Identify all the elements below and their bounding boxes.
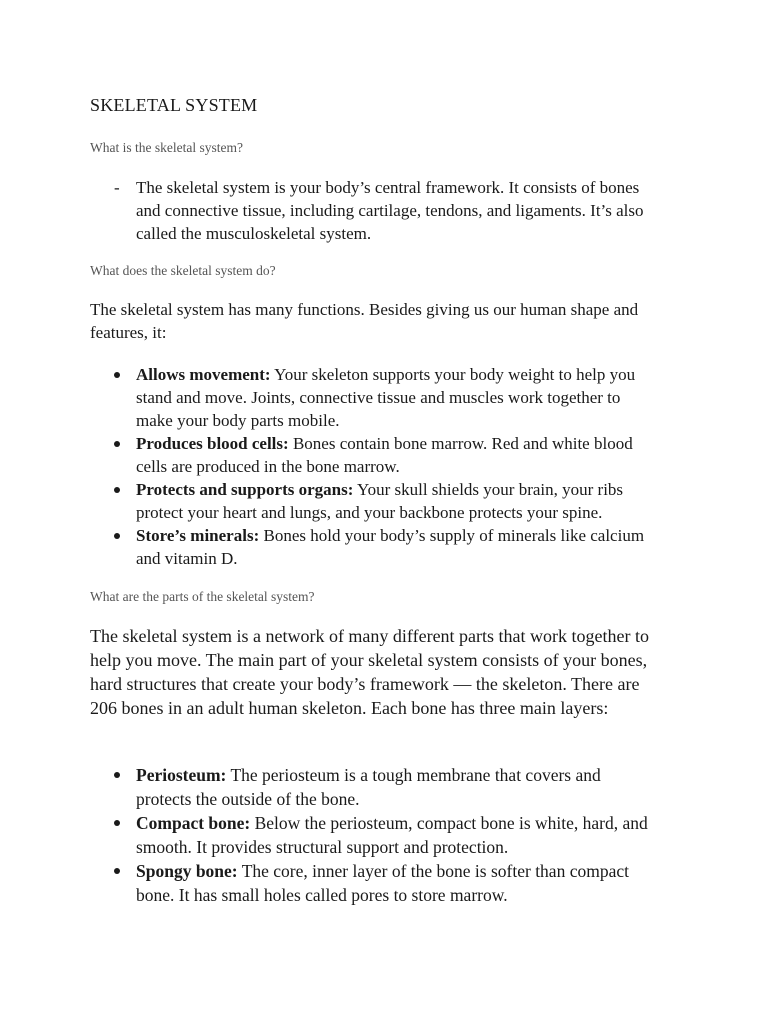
list-item — [90, 763, 680, 811]
parts-intro: The skeletal system is a network of many different parts that work together to help you move. The main part of your skeletal system consists of your bones, hard structures that create your body’s framework — the skeleton. There are 206 bones in an adult human skeleton. Each bone has three main layers: — [90, 626, 650, 718]
list-item — [90, 478, 680, 524]
item-term: Spongy bone: — [136, 861, 238, 881]
item-term: Periosteum: — [136, 765, 227, 785]
functions-list — [90, 363, 680, 570]
layers-list — [90, 763, 680, 907]
item-term: Store’s minerals: — [136, 526, 260, 545]
bullet-icon — [114, 533, 120, 539]
question-what-is: What is the skeletal system? — [90, 140, 243, 155]
item-term: Produces blood cells: — [136, 434, 289, 453]
question-parts: What are the parts of the skeletal system? — [90, 589, 315, 604]
item-term: Protects and supports organs: — [136, 480, 354, 499]
item-text: Bones hold your body’s supply of minerals like calcium and vitamin D. — [136, 526, 645, 568]
bullet-icon — [114, 772, 120, 778]
bullet-icon — [114, 820, 120, 826]
list-item — [90, 859, 680, 907]
bullet-icon — [114, 868, 120, 874]
item-text: Below the periosteum, compact bone is white, hard, and smooth. It provides structural support and protection. — [136, 813, 648, 857]
bullet-icon — [114, 372, 120, 378]
question-what-does: What does the skeletal system do? — [90, 263, 276, 278]
list-item — [90, 524, 680, 570]
item-text: The periosteum is a tough membrane that covers and protects the outside of the bone. — [136, 765, 601, 809]
document-title: SKELETAL SYSTEM — [90, 95, 258, 115]
bullet-icon — [114, 487, 120, 493]
list-item — [90, 363, 680, 432]
item-term: Allows movement: — [136, 365, 271, 384]
dash-marker: - — [114, 178, 120, 197]
item-term: Compact bone: — [136, 813, 251, 833]
answer-what-is — [90, 176, 650, 245]
list-item — [90, 432, 680, 478]
item-text: The core, inner layer of the bone is softer than compact bone. It has small holes called pores to store marrow. — [136, 861, 629, 905]
list-item — [90, 811, 680, 859]
item-text: Your skull shields your brain, your ribs protect your heart and lungs, and your backbone protects your spine. — [136, 480, 624, 522]
bullet-icon — [114, 441, 120, 447]
item-text: Your skeleton supports your body weight to help you stand and move. Joints, connective tissue and muscles work together to make your body parts mobile. — [136, 365, 636, 430]
answer-text: The skeletal system is your body’s central framework. It consists of bones and connective tissue, including cartilage, tendons, and ligaments. It’s also called the musculoskeletal system. — [136, 178, 644, 243]
functions-intro: The skeletal system has many functions. Besides giving us our human shape and features, it: — [90, 300, 639, 342]
item-text: Bones contain bone marrow. Red and white blood cells are produced in the bone marrow. — [136, 434, 633, 476]
